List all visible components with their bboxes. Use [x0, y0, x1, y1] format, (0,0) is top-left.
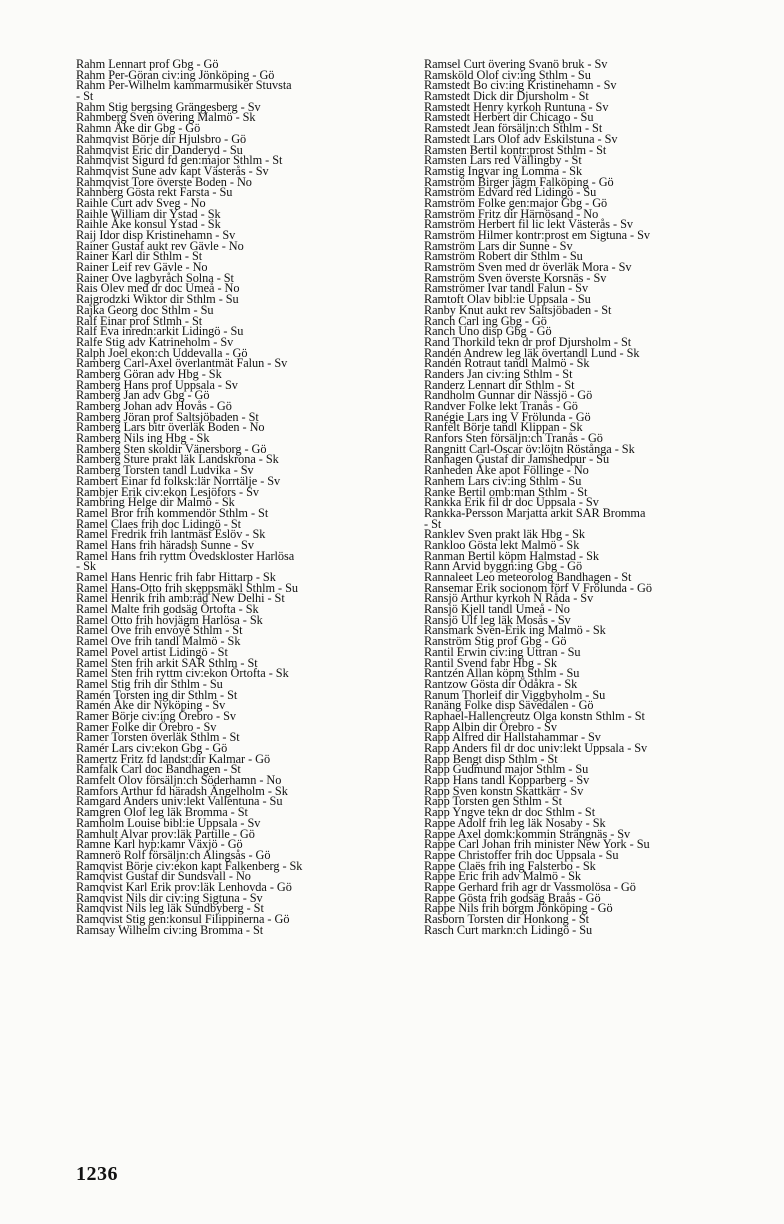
directory-entry: Ramel Ove frih tandl Malmö - Sk	[76, 634, 241, 649]
left-column	[76, 59, 376, 935]
directory-entry: Ramström Fritz dir Härnösand - No	[424, 206, 599, 221]
directory-entry: Ramsten Bertil kontr:prost Sthlm - St	[424, 142, 607, 157]
directory-entry: Rankka-Persson Marjatta arkit SAR Bromma	[424, 505, 646, 520]
directory-entry: Ramqvist Gustaf dir Sundsvall - No	[76, 869, 251, 884]
directory-entry: Rapp Albin dir Örebro - Sv	[424, 719, 557, 734]
directory-entry: Ramberg Sten skoldir Vänersborg - Gö	[76, 441, 267, 456]
directory-entry: Ramel Hans frih ryttm Övedskloster Harlösa	[76, 548, 295, 563]
directory-entry: Ramberg Johan adv Hovås - Gö	[76, 399, 232, 413]
directory-entry: Ranch Uno disp Gbg - Gö	[424, 324, 552, 339]
directory-entry: Ranch Carl ing Gbg - Gö	[424, 313, 547, 328]
directory-entry: Rahmqvist Sune adv kapt Västerås - Sv	[76, 163, 269, 178]
directory-entry: Randver Folke lekt Tranås - Gö	[424, 399, 578, 413]
directory-entry: - St	[76, 89, 94, 104]
directory-entry: Rahmqvist Eric dir Danderyd - Su	[76, 142, 243, 157]
directory-entry: Rainer Gustaf aukt rev Gävle - No	[76, 238, 244, 253]
directory-entry: Rapp Torsten gen Sthlm - St	[424, 794, 562, 809]
directory-entry: Rasborn Torsten dir Honkong - St	[424, 912, 590, 926]
directory-entry: Ramfors Arthur fd häradsh Ängelholm - Sk	[76, 783, 288, 798]
directory-entry: Rappe Claës frih ing Falsterbo - Sk	[424, 858, 596, 873]
directory-entry: Rainer Leif rev Gävle - No	[76, 260, 208, 275]
directory-entry: Rappe Eric frih adv Malmö - Sk	[424, 869, 581, 884]
directory-entry: Ramel Sten frih arkit SAR Sthlm - St	[76, 655, 258, 670]
directory-entry: - Sk	[76, 559, 96, 574]
directory-entry: Rappe Carl Johan frih minister New York - Su	[424, 837, 650, 852]
directory-entry: Ranfors Sten försäljn:ch Tranås - Gö	[424, 431, 603, 446]
directory-entry: Rappe Adolf frih leg läk Nosaby - Sk	[424, 815, 606, 830]
directory-entry: Rainer Karl dir Sthlm - St	[76, 249, 203, 264]
directory-entry: Rappe Gerhard frih agr dr Vassmolösa - Gö	[424, 879, 636, 894]
directory-entry: Ramel Povel artist Lidingö - St	[76, 644, 228, 659]
directory-entry: Ramer Folke dir Örebro - Sv	[76, 719, 217, 734]
directory-entry: Rambjer Erik civ:ekon Lesjöfors - Sv	[76, 484, 259, 499]
directory-entry: Rappe Axel domk:kommin Strängnäs - Sv	[424, 826, 631, 841]
directory-entry: Ramer Börje civ:ing Örebro - Sv	[76, 708, 236, 723]
directory-entry: Ramberg Lars bitr överläk Boden - No	[76, 420, 265, 435]
directory-entry: Ramel Hans Henric frih fabr Hittarp - Sk	[76, 570, 276, 584]
directory-entry: Rapp Sven konstn Skattkärr - Sv	[424, 783, 584, 798]
directory-entry: Rapp Anders fil dr doc univ:lekt Uppsala - Sv	[424, 741, 648, 755]
directory-entry: Ramel Claes frih doc Lidingö - St	[76, 516, 242, 531]
directory-entry: Ramer Torsten överläk Sthlm - St	[76, 730, 240, 745]
directory-entry: Ramsel Curt övering Svanö bruk - Sv	[424, 57, 608, 71]
directory-entry: Randén Andrew leg läk övertandl Lund - Sk	[424, 345, 640, 360]
directory-entry: Ramstedt Henry kyrkoh Runtuna - Sv	[424, 99, 609, 114]
directory-entry: Ranheden Åke apot Föllinge - No	[424, 463, 589, 478]
directory-entry: Rahmqvist Sigurd fd gen:major Sthlm - St	[76, 153, 283, 168]
directory-entry: Ranklev Sven prakt läk Hbg - Sk	[424, 527, 586, 542]
directory-entry: Rapp Bengt disp Sthlm - St	[424, 751, 558, 766]
directory-entry: Rahmn Åke dir Gbg - Gö	[76, 121, 201, 136]
directory-entry: Ranhem Lars civ:ing Sthlm - Su	[424, 473, 582, 488]
directory-entry: Raij Idor disp Kristinehamn - Sv	[76, 228, 236, 242]
directory-entry: Rahmberg Sven övering Malmö - Sk	[76, 110, 256, 125]
directory-entry: Ranke Bertil omb:man Sthlm - St	[424, 484, 588, 499]
directory-entry: Ranfelt Börje tandl Klippan - Sk	[424, 420, 583, 435]
directory-entry: Rahm Per-Wilhelm kammarmusiker Stuvsta	[76, 78, 292, 93]
directory-entry: Ramstedt Bo civ:ing Kristinehamn - Sv	[424, 78, 617, 93]
directory-entry: Raihle Curt adv Sveg - No	[76, 195, 206, 210]
directory-entry: Ramberg Sture prakt läk Landskrona - Sk	[76, 452, 279, 467]
directory-entry: Rapp Yngve tekn dr doc Sthlm - St	[424, 805, 596, 820]
directory-entry: Raihle William dir Ystad - Sk	[76, 206, 221, 221]
directory-entry: Rambert Einar fd folksk:lär Norrtälje - Sv	[76, 473, 281, 488]
directory-entry: Ranäng Folke disp Sävedalen - Gö	[424, 698, 594, 713]
directory-entry: Ramström Hilmer kontr:prost em Sigtuna - Sv	[424, 228, 651, 242]
directory-entry: Rapp Alfred dir Hallstahammar - Sv	[424, 730, 601, 745]
directory-entry: Ramel Bror frih kommendör Sthlm - St	[76, 505, 269, 520]
directory-entry: Ransmark Sven-Erik ing Malmö - Sk	[424, 623, 606, 638]
directory-entry: Rais Olev med dr doc Umeå - No	[76, 281, 240, 296]
directory-entry: Rantzén Allan köpm Sthlm - Su	[424, 666, 580, 681]
directory-entry: Rambring Helge dir Malmö - Sk	[76, 495, 235, 510]
directory-entry: Ramel Fredrik frih lantmäst Eslöv - Sk	[76, 527, 266, 542]
directory-entry: Ramel Stig frih dir Sthlm - Su	[76, 676, 223, 691]
directory-entry: Rahmqvist Börje dir Hjulsbro - Gö	[76, 131, 247, 146]
directory-entry: Rahm Stig bergsing Grängesberg - Sv	[76, 99, 261, 114]
directory-entry: Ramberg Jan adv Gbg - Gö	[76, 388, 210, 403]
directory-entry: - St	[424, 516, 442, 531]
directory-entry: Ramberg Carl-Axel överlantmät Falun - Sv	[76, 356, 288, 371]
directory-entry: Rahm Per-Göran civ:ing Jönköping - Gö	[76, 67, 275, 82]
directory-entry: Ranman Bertil köpm Halmstad - Sk	[424, 548, 599, 563]
directory-entry: Rahmqvist Tore överste Boden - No	[76, 174, 252, 189]
directory-entry: Ransjö Kjell tandl Umeå - No	[424, 602, 570, 617]
directory-entry: Ramström Sven med dr överläk Mora - Sv	[424, 260, 632, 275]
directory-entry: Ramström Folke gen:major Gbg - Gö	[424, 195, 608, 210]
directory-entry: Ramnerö Rolf försäljn:ch Alingsås - Gö	[76, 847, 271, 862]
directory-entry: Ramberg Nils ing Hbg - Sk	[76, 431, 210, 446]
directory-entry: Rannaleet Leo meteorolog Bandhagen - St	[424, 570, 632, 584]
directory-entry: Ramertz Fritz fd landst:dir Kalmar - Gö	[76, 751, 271, 766]
directory-entry: Ransemar Erik socionom förf V Frölunda - Gö	[424, 580, 652, 595]
directory-entry: Ramholm Louise bibl:ie Uppsala - Sv	[76, 815, 261, 830]
directory-entry: Ramel Malte frih godsäg Örtofta - Sk	[76, 602, 259, 617]
directory-entry: Ramel Henrik frih amb:råd New Delhi - St	[76, 591, 285, 606]
directory-entry: Ramén Åke dir Nyköping - Sv	[76, 698, 226, 713]
directory-entry: Rankka Erik fil dr doc Uppsala - Sv	[424, 495, 599, 510]
directory-entry: Rajgrodzki Wiktor dir Sthlm - Su	[76, 292, 239, 307]
directory-entry: Ramberg Hans prof Uppsala - Sv	[76, 377, 238, 392]
directory-entry: Ransjö Arthur kyrkoh N Råda - Sv	[424, 591, 594, 606]
directory-entry: Ranégie Lars ing V Frölunda - Gö	[424, 409, 591, 424]
directory-entry: Raihle Åke konsul Ystad - Sk	[76, 217, 221, 232]
directory-entry: Ramström Birger jägm Falköping - Gö	[424, 174, 614, 189]
directory-entry: Ramströmer Ivar tandl Falun - Sv	[424, 281, 589, 296]
directory-entry: Ramén Torsten ing dir Sthlm - St	[76, 687, 238, 702]
directory-entry: Ramberg Torsten tandl Ludvika - Sv	[76, 463, 254, 478]
directory-entry: Ranum Thorleif dir Viggbyholm - Su	[424, 687, 606, 702]
directory-entry: Ramqvist Börje civ:ekon kapt Falkenberg - Sk	[76, 858, 303, 873]
directory-entry: Ramqvist Karl Erik prov:läk Lenhovda - Gö	[76, 879, 292, 894]
directory-entry: Ramstedt Jean försäljn:ch Sthlm - St	[424, 121, 603, 136]
directory-entry: Ralfe Stig adv Katrineholm - Sv	[76, 334, 234, 349]
directory-entry: Rahnberg Gösta rekt Farsta - Su	[76, 185, 233, 200]
directory-entry: Ramér Lars civ:ekon Gbg - Gö	[76, 741, 228, 755]
directory-entry: Rahm Lennart prof Gbg - Gö	[76, 57, 219, 71]
directory-entry: Ramqvist Stig gen:konsul Filippinerna - Gö	[76, 912, 290, 926]
directory-entry: Rasch Curt markn:ch Lidingö - Su	[424, 922, 593, 937]
directory-entry: Ramström Herbert fil lic lekt Västerås - Sv	[424, 217, 634, 232]
directory-entry: Ramström Edvard red Lidingö - Su	[424, 185, 597, 200]
directory-entry: Ramsten Lars red Vällingby - St	[424, 153, 582, 168]
directory-entry: Ramqvist Nils leg läk Sundbyberg - St	[76, 901, 264, 916]
directory-entry: Rangnitt Carl-Oscar öv:löjtn Röstånga - Sk	[424, 441, 635, 456]
directory-entry: Ramhult Alvar prov:läk Partille - Gö	[76, 826, 255, 841]
directory-entry: Ranström Stig prof Gbg - Gö	[424, 634, 567, 649]
directory-entry: Ramel Hans frih häradsh Sunne - Sv	[76, 537, 254, 552]
directory-entry: Ranby Knut aukt rev Saltsjöbaden - St	[424, 302, 612, 317]
directory-entry: Ramfalk Carl doc Bandhagen - St	[76, 762, 241, 777]
directory-entry: Rantil Svend fabr Hbg - Sk	[424, 655, 557, 670]
directory-entry: Ramne Karl hyp:kamr Växjö - Gö	[76, 837, 243, 852]
directory-entry: Ramstig Ingvar ing Lomma - Sk	[424, 163, 583, 178]
directory-entry: Rankloo Gösta lekt Malmö - Sk	[424, 537, 580, 552]
directory-entry: Ramstedt Lars Olof adv Eskilstuna - Sv	[424, 131, 618, 146]
directory-entry: Rapp Gudmund major Sthlm - Su	[424, 762, 589, 777]
directory-entry: Ramsay Wilhelm civ:ing Bromma - St	[76, 922, 264, 937]
directory-entry: Ramel Hans-Otto frih skeppsmäkl Sthlm - Su	[76, 580, 298, 595]
directory-entry: Rappe Christoffer frih doc Uppsala - Su	[424, 847, 619, 862]
directory-entry: Rajka Georg doc Sthlm - Su	[76, 302, 214, 317]
directory-entry: Ramström Robert dir Sthlm - Su	[424, 249, 583, 264]
directory-entry: Rappe Nils frih borgm Jönköping - Gö	[424, 901, 613, 916]
page-number: 1236	[76, 1163, 118, 1185]
directory-entry: Ramel Sten frih ryttm civ:ekon Örtofta - Sk	[76, 666, 289, 681]
directory-entry: Ramfelt Olov försäljn:ch Söderhamn - No	[76, 773, 282, 788]
directory-entry: Rand Thorkild tekn dr prof Djursholm - St	[424, 334, 632, 349]
directory-entry: Rainer Ove lagbyråch Solna - St	[76, 270, 234, 285]
directory-entry: Randers Jan civ:ing Sthlm - St	[424, 366, 573, 381]
directory-entry: Ramstedt Dick dir Djursholm - St	[424, 89, 589, 104]
directory-entry: Ramel Ove frih envoyé Sthlm - St	[76, 623, 243, 638]
directory-entry: Ramström Lars dir Sunne - Sv	[424, 238, 573, 253]
directory-entry: Ralf Eva inredn:arkit Lidingö - Su	[76, 324, 244, 339]
directory-entry: Ralph Joel ekon:ch Uddevalla - Gö	[76, 345, 248, 360]
directory-entry: Ramberg Jöran prof Saltsjöbaden - St	[76, 409, 259, 424]
directory-entry: Ralf Einar prof Stlmh - St	[76, 313, 203, 328]
directory-entry: Ramgren Olof leg läk Bromma - St	[76, 805, 248, 820]
right-column	[424, 59, 742, 935]
directory-entry: Rann Arvid byggn:ing Gbg - Gö	[424, 559, 583, 574]
directory-entry: Rappe Gösta frih godsäg Braås - Gö	[424, 890, 601, 905]
directory-entry: Ramsköld Olof civ:ing Sthlm - Su	[424, 67, 591, 82]
directory-entry: Ramqvist Nils dir civ:ing Sigtuna - Sv	[76, 890, 263, 905]
directory-entry: Ramgard Anders univ:lekt Vallentuna - Su	[76, 794, 283, 809]
directory-entry: Rantil Erwin civ:ing Uttran - Su	[424, 644, 581, 659]
directory-entry: Ramström Sven överste Korsnäs - Sv	[424, 270, 607, 285]
directory-entry: Rantzow Gösta dir Ödåkra - Sk	[424, 676, 578, 691]
directory-entry: Ranhagen Gustaf dir Jamshedpur - Su	[424, 452, 610, 467]
directory-entry: Ramstedt Herbert dir Chicago - Su	[424, 110, 594, 125]
directory-entry: Ramberg Göran adv Hbg - Sk	[76, 366, 222, 381]
directory-entry: Ramtoft Olav bibl:ie Uppsala - Su	[424, 292, 591, 307]
directory-entry: Randén Rotraut tandl Malmö - Sk	[424, 356, 590, 371]
directory-entry: Rapp Hans tandl Kopparberg - Sv	[424, 773, 590, 788]
directory-entry: Ramel Otto frih hovjägm Harlösa - Sk	[76, 612, 263, 627]
directory-entry: Ransjö Ulf leg läk Mosås - Sv	[424, 612, 571, 627]
directory-entry: Randholm Gunnar dir Nässjö - Gö	[424, 388, 593, 403]
directory-entry: Raphael-Hallencreutz Olga konstn Sthlm - St	[424, 708, 645, 723]
directory-entry: Randerz Lennart dir Sthlm - St	[424, 377, 575, 392]
